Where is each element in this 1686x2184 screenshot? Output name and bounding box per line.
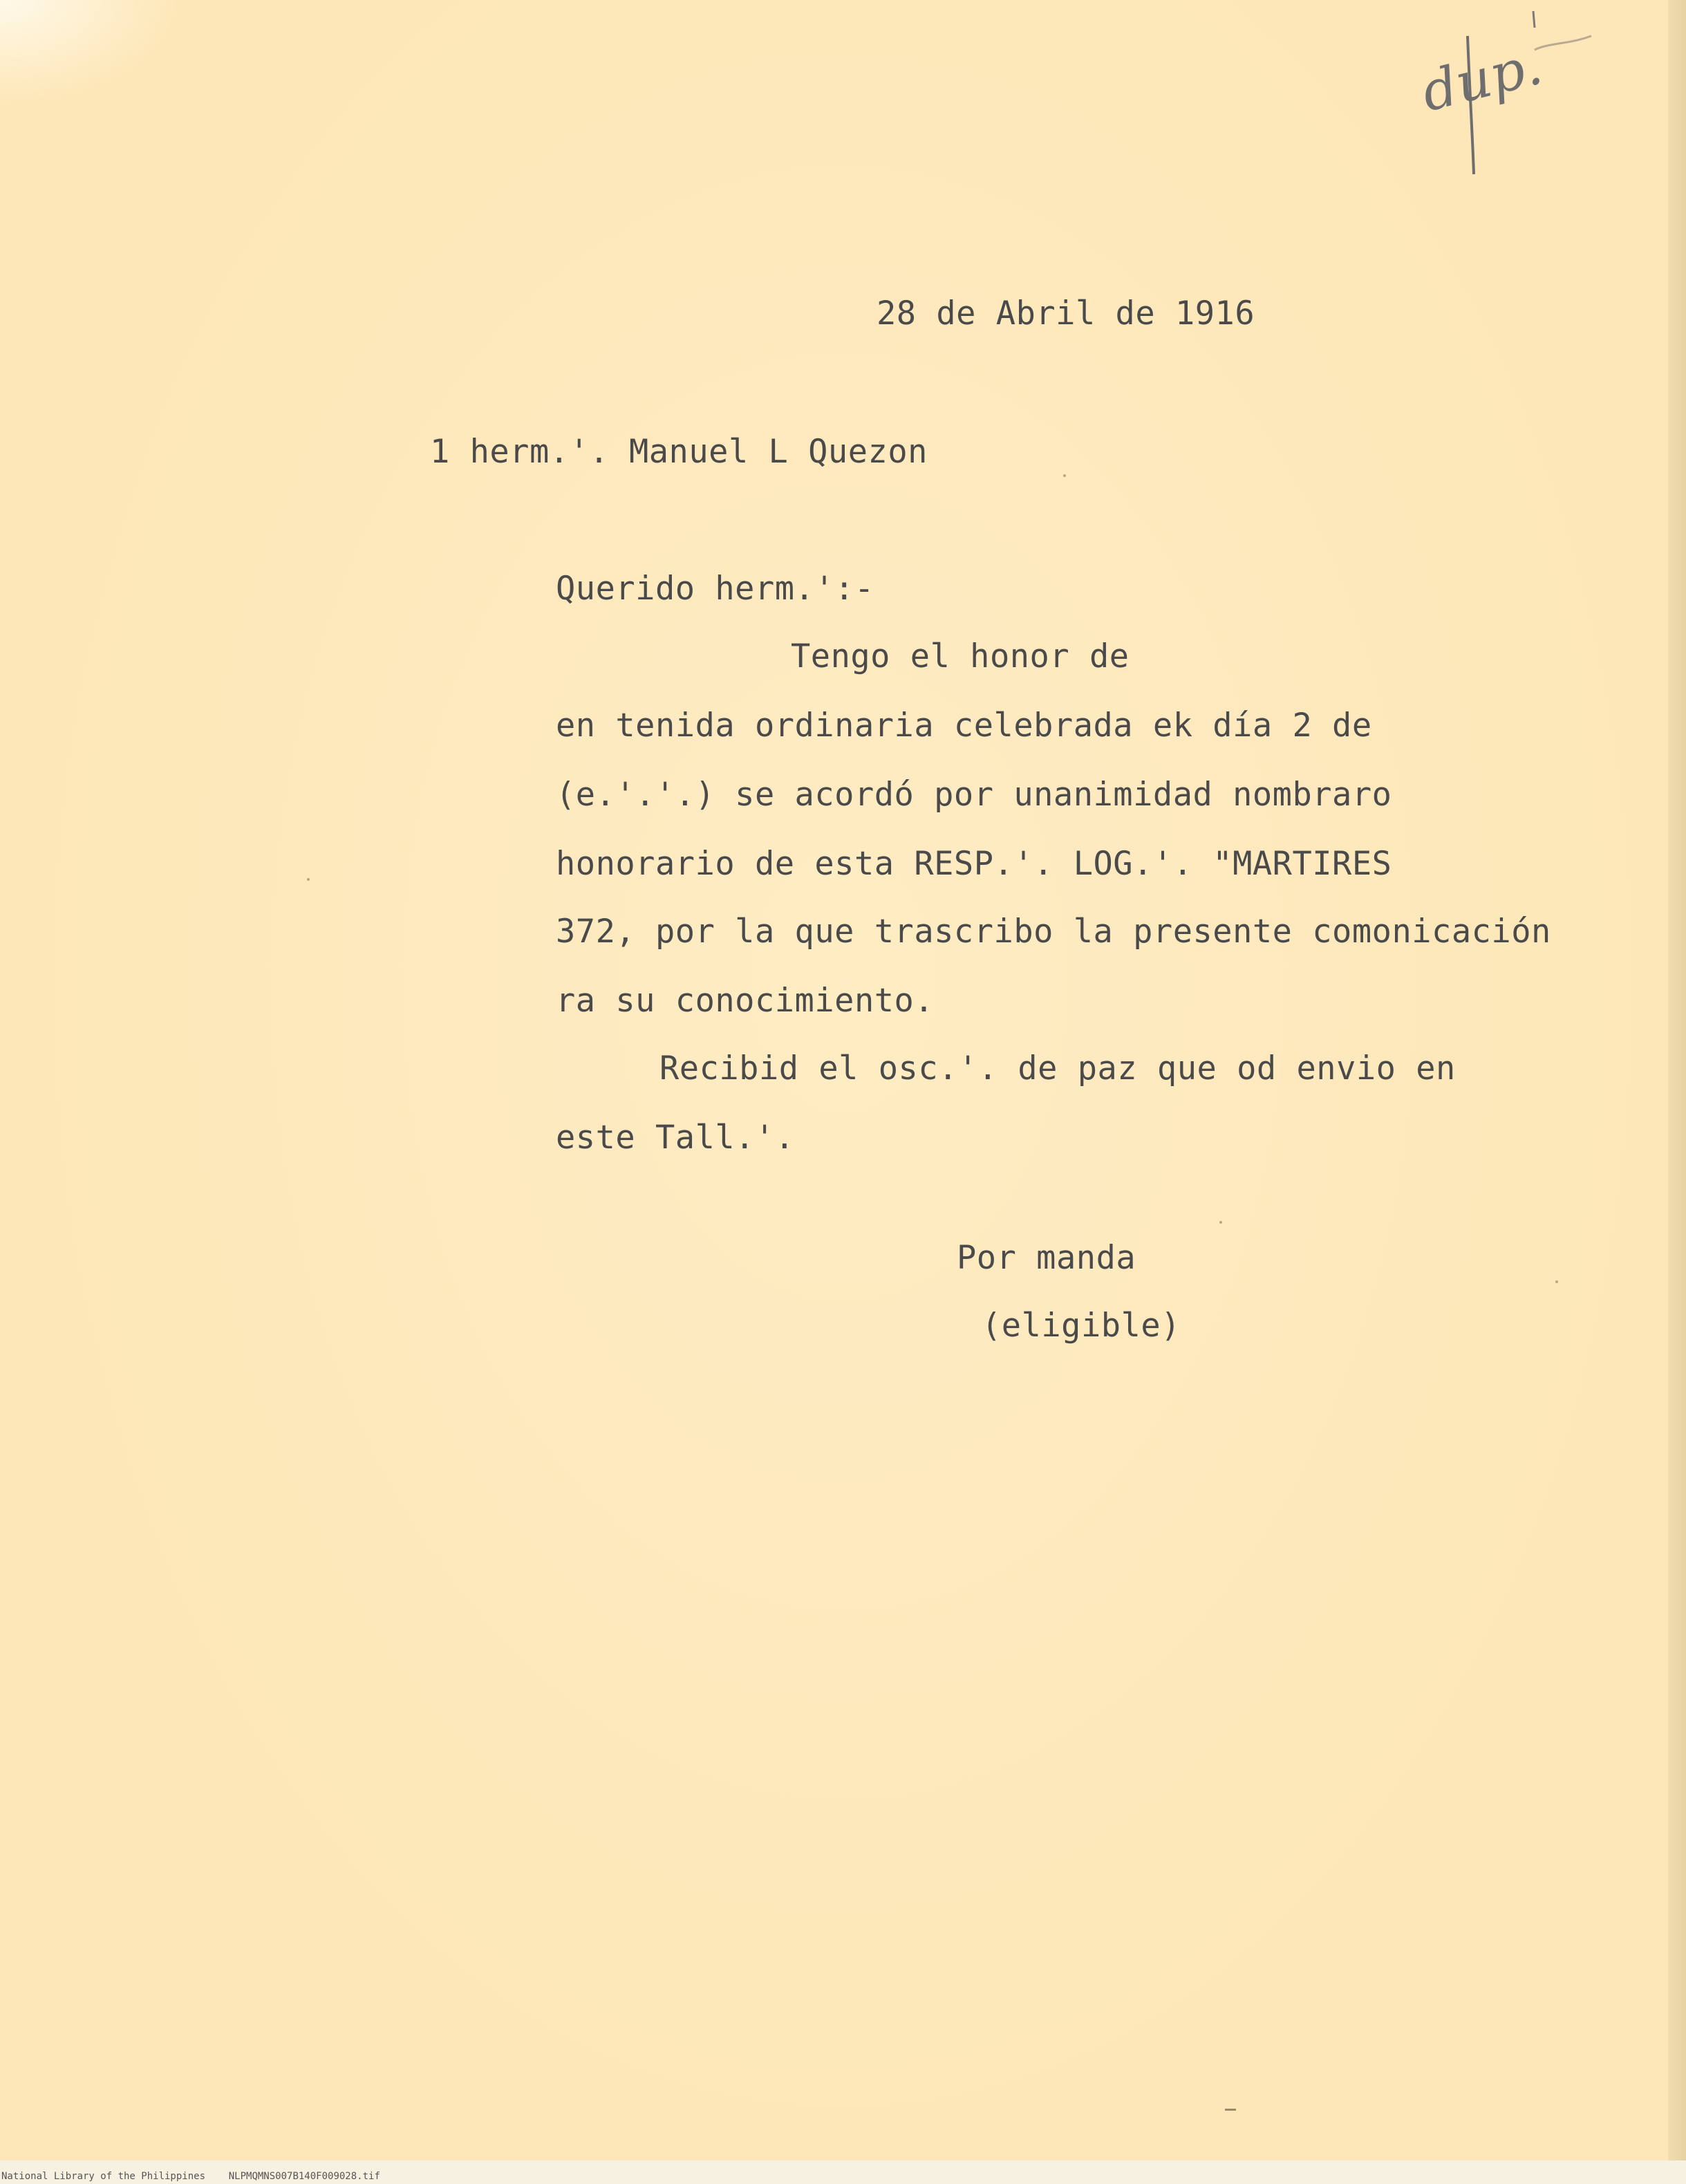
- body-line: (e.'.'.) se acordó por unanimidad nombraro: [556, 776, 1392, 814]
- signature-note: (eligible): [982, 1307, 1181, 1345]
- paper-corner-wear: [0, 0, 180, 104]
- body-line: en tenida ordinaria celebrada ek día 2 de: [556, 707, 1372, 745]
- body-line: ra su conocimiento.: [556, 982, 935, 1020]
- paper-speck: [1219, 1221, 1222, 1224]
- stray-mark: [1225, 2109, 1236, 2111]
- paper-speck: [1063, 474, 1066, 477]
- handwritten-dup: dup.: [1416, 34, 1548, 124]
- paper-speck: [1555, 1280, 1558, 1283]
- body-line: Recibid el osc.'. de paz que od envio en: [659, 1049, 1456, 1088]
- archive-footer: [1, 2171, 380, 2182]
- body-line: 372, por la que trascribo la presente comonicación: [556, 913, 1551, 951]
- footer-file-id: NLPMQMNS007B140F009028.tif: [228, 2171, 380, 2182]
- letter-closing: Por manda: [957, 1239, 1136, 1277]
- paper-speck: [307, 878, 310, 881]
- body-line: este Tall.'.: [556, 1119, 795, 1157]
- body-line: Tengo el honor de: [791, 637, 1130, 675]
- letter-date: 28 de Abril de 1916: [877, 295, 1255, 333]
- letter-salutation: Querido herm.':-: [556, 570, 874, 608]
- letter-addressee: 1 herm.'. Manuel L Quezon: [430, 433, 928, 471]
- body-line: honorario de esta RESP.'. LOG.'. "MARTIRES: [556, 845, 1392, 883]
- paper-edge-right: [1668, 0, 1686, 2184]
- footer-institution: National Library of the Philippines: [1, 2171, 206, 2182]
